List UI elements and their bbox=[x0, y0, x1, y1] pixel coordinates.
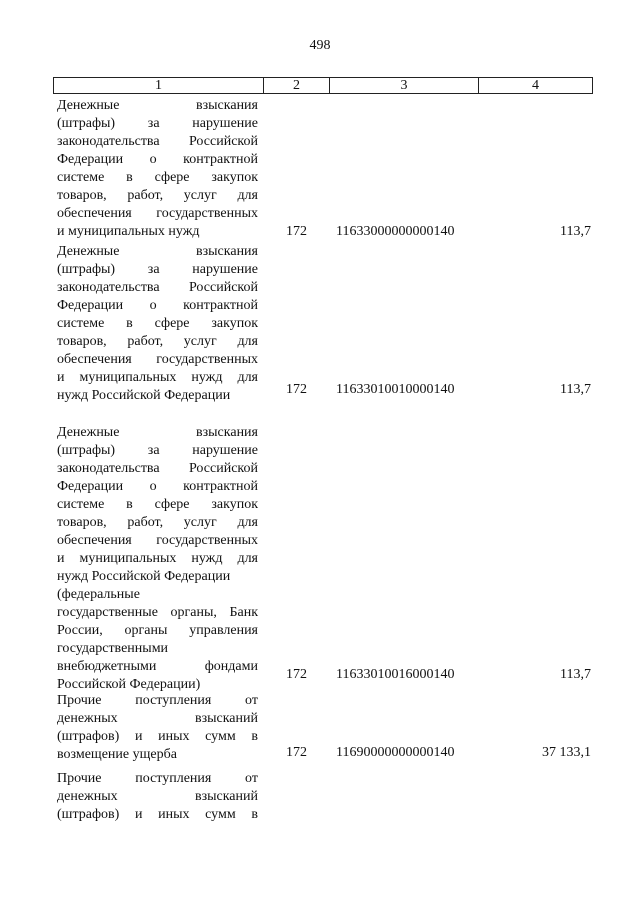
name-line: обеспечения государственных bbox=[57, 206, 258, 221]
name-line: России, органы управления bbox=[57, 623, 258, 638]
name-line: и муниципальных нужд для bbox=[57, 370, 258, 385]
row-name-cell bbox=[57, 243, 258, 405]
row-admin-code: 172 bbox=[286, 224, 307, 239]
table-row bbox=[57, 692, 591, 764]
row-admin-code: 172 bbox=[286, 382, 307, 397]
name-line: Денежные взыскания bbox=[57, 425, 258, 440]
row-amount: 113,7 bbox=[560, 667, 591, 682]
name-line: Прочие поступления от bbox=[57, 771, 258, 786]
row-admin-code: 172 bbox=[286, 745, 307, 760]
row-name-cell bbox=[57, 424, 258, 694]
name-line: (штрафов) и иных сумм в bbox=[57, 729, 258, 744]
name-line: (штрафы) за нарушение bbox=[57, 116, 258, 131]
row-amount: 113,7 bbox=[560, 224, 591, 239]
name-line: (федеральные bbox=[57, 587, 140, 602]
name-line: законодательства Российской bbox=[57, 461, 258, 476]
table-row bbox=[57, 424, 591, 694]
name-line: и муниципальных нужд bbox=[57, 224, 200, 239]
page-number: 498 bbox=[309, 38, 331, 53]
name-line: возмещение ущерба bbox=[57, 747, 177, 762]
name-line: (штрафы) за нарушение bbox=[57, 262, 258, 277]
row-budget-code: 11690000000000140 bbox=[336, 745, 455, 760]
name-line: государственными bbox=[57, 641, 169, 656]
table-header-row bbox=[53, 77, 593, 94]
name-line: Денежные взыскания bbox=[57, 244, 258, 259]
name-line: системе в сфере закупок bbox=[57, 497, 258, 512]
name-line: Федерации о контрактной bbox=[57, 479, 258, 494]
name-line: денежных взысканий bbox=[57, 789, 258, 804]
table-row bbox=[57, 770, 591, 826]
name-line: Прочие поступления от bbox=[57, 693, 258, 708]
name-line: внебюджетными фондами bbox=[57, 659, 258, 674]
name-line: государственные органы, Банк bbox=[57, 605, 258, 620]
column-header-3: 3 bbox=[330, 78, 479, 93]
row-budget-code: 11633000000000140 bbox=[336, 224, 455, 239]
row-name-cell bbox=[57, 97, 258, 241]
row-amount: 113,7 bbox=[560, 382, 591, 397]
name-line: товаров, работ, услуг для bbox=[57, 188, 258, 203]
name-line: законодательства Российской bbox=[57, 134, 258, 149]
name-line: системе в сфере закупок bbox=[57, 170, 258, 185]
name-line: законодательства Российской bbox=[57, 280, 258, 295]
name-line: (штрафы) за нарушение bbox=[57, 443, 258, 458]
name-line: Денежные взыскания bbox=[57, 98, 258, 113]
name-line: и муниципальных нужд для bbox=[57, 551, 258, 566]
name-line: нужд Российской Федерации bbox=[57, 388, 231, 403]
row-admin-code: 172 bbox=[286, 667, 307, 682]
name-line: нужд Российской Федерации bbox=[57, 569, 231, 584]
name-line: обеспечения государственных bbox=[57, 533, 258, 548]
name-line: (штрафов) и иных сумм в bbox=[57, 807, 258, 822]
column-header-2: 2 bbox=[264, 78, 330, 93]
row-budget-code: 11633010010000140 bbox=[336, 382, 455, 397]
row-name-cell bbox=[57, 692, 258, 764]
table-row bbox=[57, 97, 591, 245]
row-name-cell bbox=[57, 770, 258, 824]
row-amount: 37 133,1 bbox=[542, 745, 591, 760]
name-line: системе в сфере закупок bbox=[57, 316, 258, 331]
name-line: денежных взысканий bbox=[57, 711, 258, 726]
name-line: Российской Федерации) bbox=[57, 677, 201, 692]
row-budget-code: 11633010016000140 bbox=[336, 667, 455, 682]
name-line: товаров, работ, услуг для bbox=[57, 515, 258, 530]
name-line: Федерации о контрактной bbox=[57, 152, 258, 167]
name-line: обеспечения государственных bbox=[57, 352, 258, 367]
column-header-4: 4 bbox=[532, 78, 539, 93]
table-row bbox=[57, 243, 591, 408]
column-header-1: 1 bbox=[54, 78, 264, 93]
name-line: Федерации о контрактной bbox=[57, 298, 258, 313]
name-line: товаров, работ, услуг для bbox=[57, 334, 258, 349]
